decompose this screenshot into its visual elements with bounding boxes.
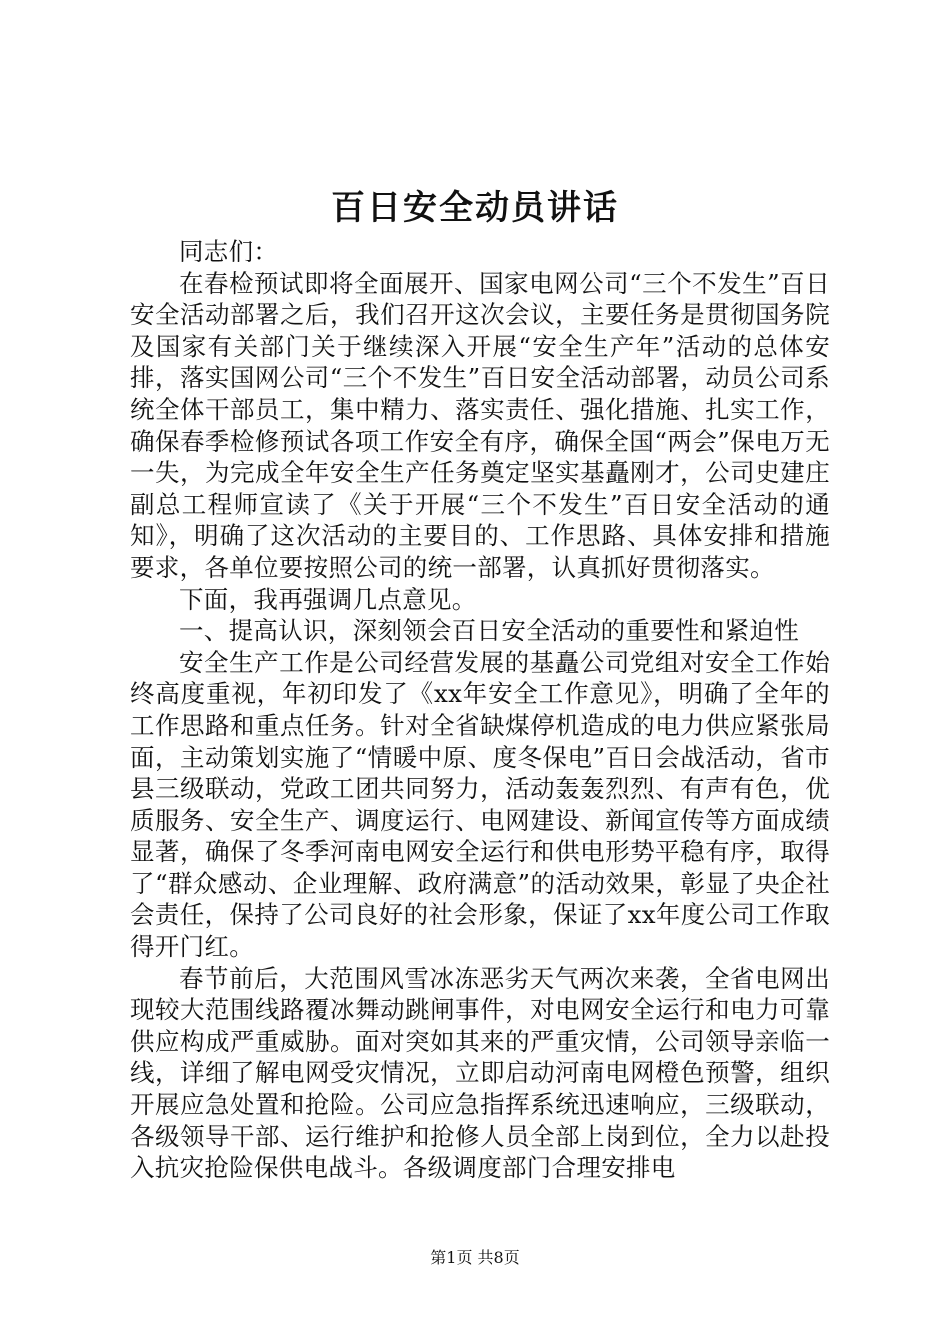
body-paragraph: 春节前后，大范围风雪冰冻恶劣天气两次来袭，全省电网出现较大范围线路覆冰舞动跳闸事件，对电网安全运行和电力可靠供应构成严重威胁。面对突如其来的严重灾情，公司领导亲临一线，详细了解电网受灾情况，立即启动河南电网橙色预警，组织开展应急处置和抢险。公司应急指挥系统迅速响应，三级联动，各级领导干部、运行维护和抢修人员全部上岗到位，全力以赴投入抗灾抢险保供电战斗。各级调度部门合理安排电 [130, 963, 830, 1183]
document-title: 百日安全动员讲话 [331, 188, 619, 228]
section-heading: 一、提高认识，深刻领会百日安全活动的重要性和紧迫性 [179, 616, 799, 646]
page-number-footer: 第1页 共8页 [430, 1248, 520, 1267]
salutation-paragraph: 同志们： [179, 237, 279, 266]
body-paragraph: 下面，我再强调几点意见。 [179, 584, 477, 614]
document-body [130, 236, 830, 1184]
body-paragraph: 在春检预试即将全面展开、国家电网公司“三个不发生”百日安全活动部署之后，我们召开这次会议，主要任务是贯彻国务院及国家有关部门关于继续深入开展“安全生产年”活动的总体安排，落实国网公司“三个不发生”百日安全活动部署，动员公司系统全体干部员工，集中精力、落实责任、强化措施、扎实工作，确保春季检修预试各项工作安全有序，确保全国“两会”保电万无一失，为完成全年安全生产任务奠定坚实基矗刚才，公司史建庄副总工程师宣读了《关于开展“三个不发生”百日安全活动的通知》，明确了这次活动的主要目的、工作思路、具体安排和措施要求，各单位要按照公司的统一部署，认真抓好贯彻落实。 [130, 268, 830, 582]
body-paragraph: 安全生产工作是公司经营发展的基矗公司党组对安全工作始终高度重视，年初印发了《xx年安全工作意见》，明确了全年的工作思路和重点任务。针对全省缺煤停机造成的电力供应紧张局面，主动策划实施了“情暖中原、度冬保电”百日会战活动，省市县三级联动，党政工团共同努力，活动轰轰烈烈、有声有色，优质服务、安全生产、调度运行、电网建设、新闻宣传等方面成绩显著，确保了冬季河南电网安全运行和供电形势平稳有序，取得了“群众感动、企业理解、政府满意”的活动效果，彰显了央企社会责任，保持了公司良好的社会形象，保证了xx年度公司工作取得开门红。 [130, 647, 830, 962]
